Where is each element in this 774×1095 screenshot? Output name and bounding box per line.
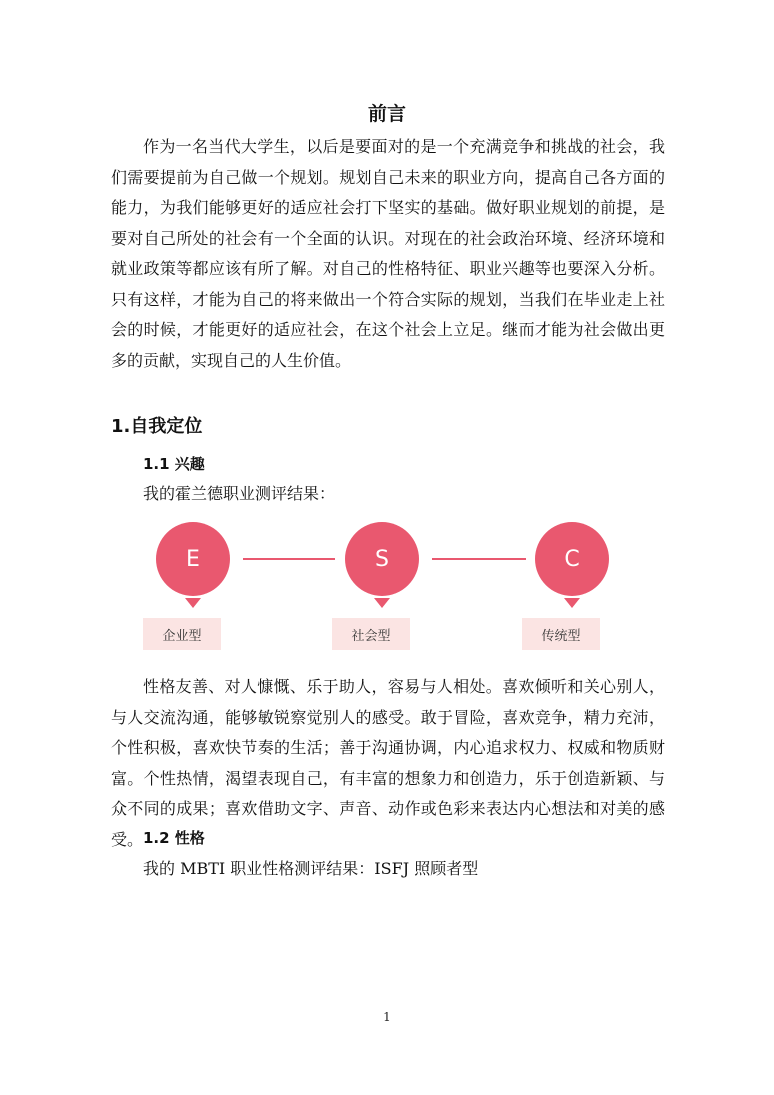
- connector-line: [243, 558, 335, 560]
- holland-circle: S: [345, 522, 419, 596]
- holland-label: 社会型: [332, 618, 410, 650]
- holland-label: 企业型: [143, 618, 221, 650]
- subsection-heading-personality: 1.2 性格: [143, 829, 205, 847]
- subsection-heading-interest: 1.1 兴趣: [143, 455, 205, 473]
- holland-label: 传统型: [522, 618, 600, 650]
- page-title: 前言: [367, 103, 406, 125]
- connector-line: [432, 558, 526, 560]
- holland-circle: C: [535, 522, 609, 596]
- holland-node-c: [535, 522, 611, 652]
- pointer-triangle-icon: [185, 598, 201, 608]
- holland-intro: 我的霍兰德职业测评结果：: [143, 484, 336, 503]
- pointer-triangle-icon: [564, 598, 580, 608]
- holland-node-s: [345, 522, 421, 652]
- section-heading: 1.自我定位: [111, 416, 203, 437]
- holland-node-e: [156, 522, 232, 652]
- interest-paragraph: 性格友善、对人慷慨、乐于助人，容易与人相处。喜欢倾听和关心别人，与人交流沟通，能够敏锐察觉别人的感受。敢于冒险，喜欢竞争，精力充沛，个性积极，喜欢快节奏的生活；善于沟通协调，内心追求权力、权威和物质财富。个性热情，渴望表现自己，有丰富的想象力和创造力，乐于创造新颖、与众不同的成果；喜欢借助文字、声音、动作或色彩来表达内心想法和对美的感受。: [111, 677, 665, 849]
- holland-circle: E: [156, 522, 230, 596]
- page-number: 1: [383, 1010, 391, 1024]
- mbti-result: 我的 MBTI 职业性格测评结果：ISFJ 照顾者型: [143, 859, 479, 878]
- preface-paragraph: 作为一名当代大学生，以后是要面对的是一个充满竞争和挑战的社会，我们需要提前为自己做一个规划。规划自己未来的职业方向，提高自己各方面的能力，为我们能够更好的适应社会打下坚实的基础。做好职业规划的前提，是要对自己所处的社会有一个全面的认识。对现在的社会政治环境、经济环境和就业政策等都应该有所了解。对自己的性格特征、职业兴趣等也要深入分析。只有这样，才能为自己的将来做出一个符合实际的规划，当我们在毕业走上社会的时候，才能更好的适应社会，在这个社会上立足。继而才能为社会做出更多的贡献，实现自己的人生价值。: [111, 137, 665, 370]
- pointer-triangle-icon: [374, 598, 390, 608]
